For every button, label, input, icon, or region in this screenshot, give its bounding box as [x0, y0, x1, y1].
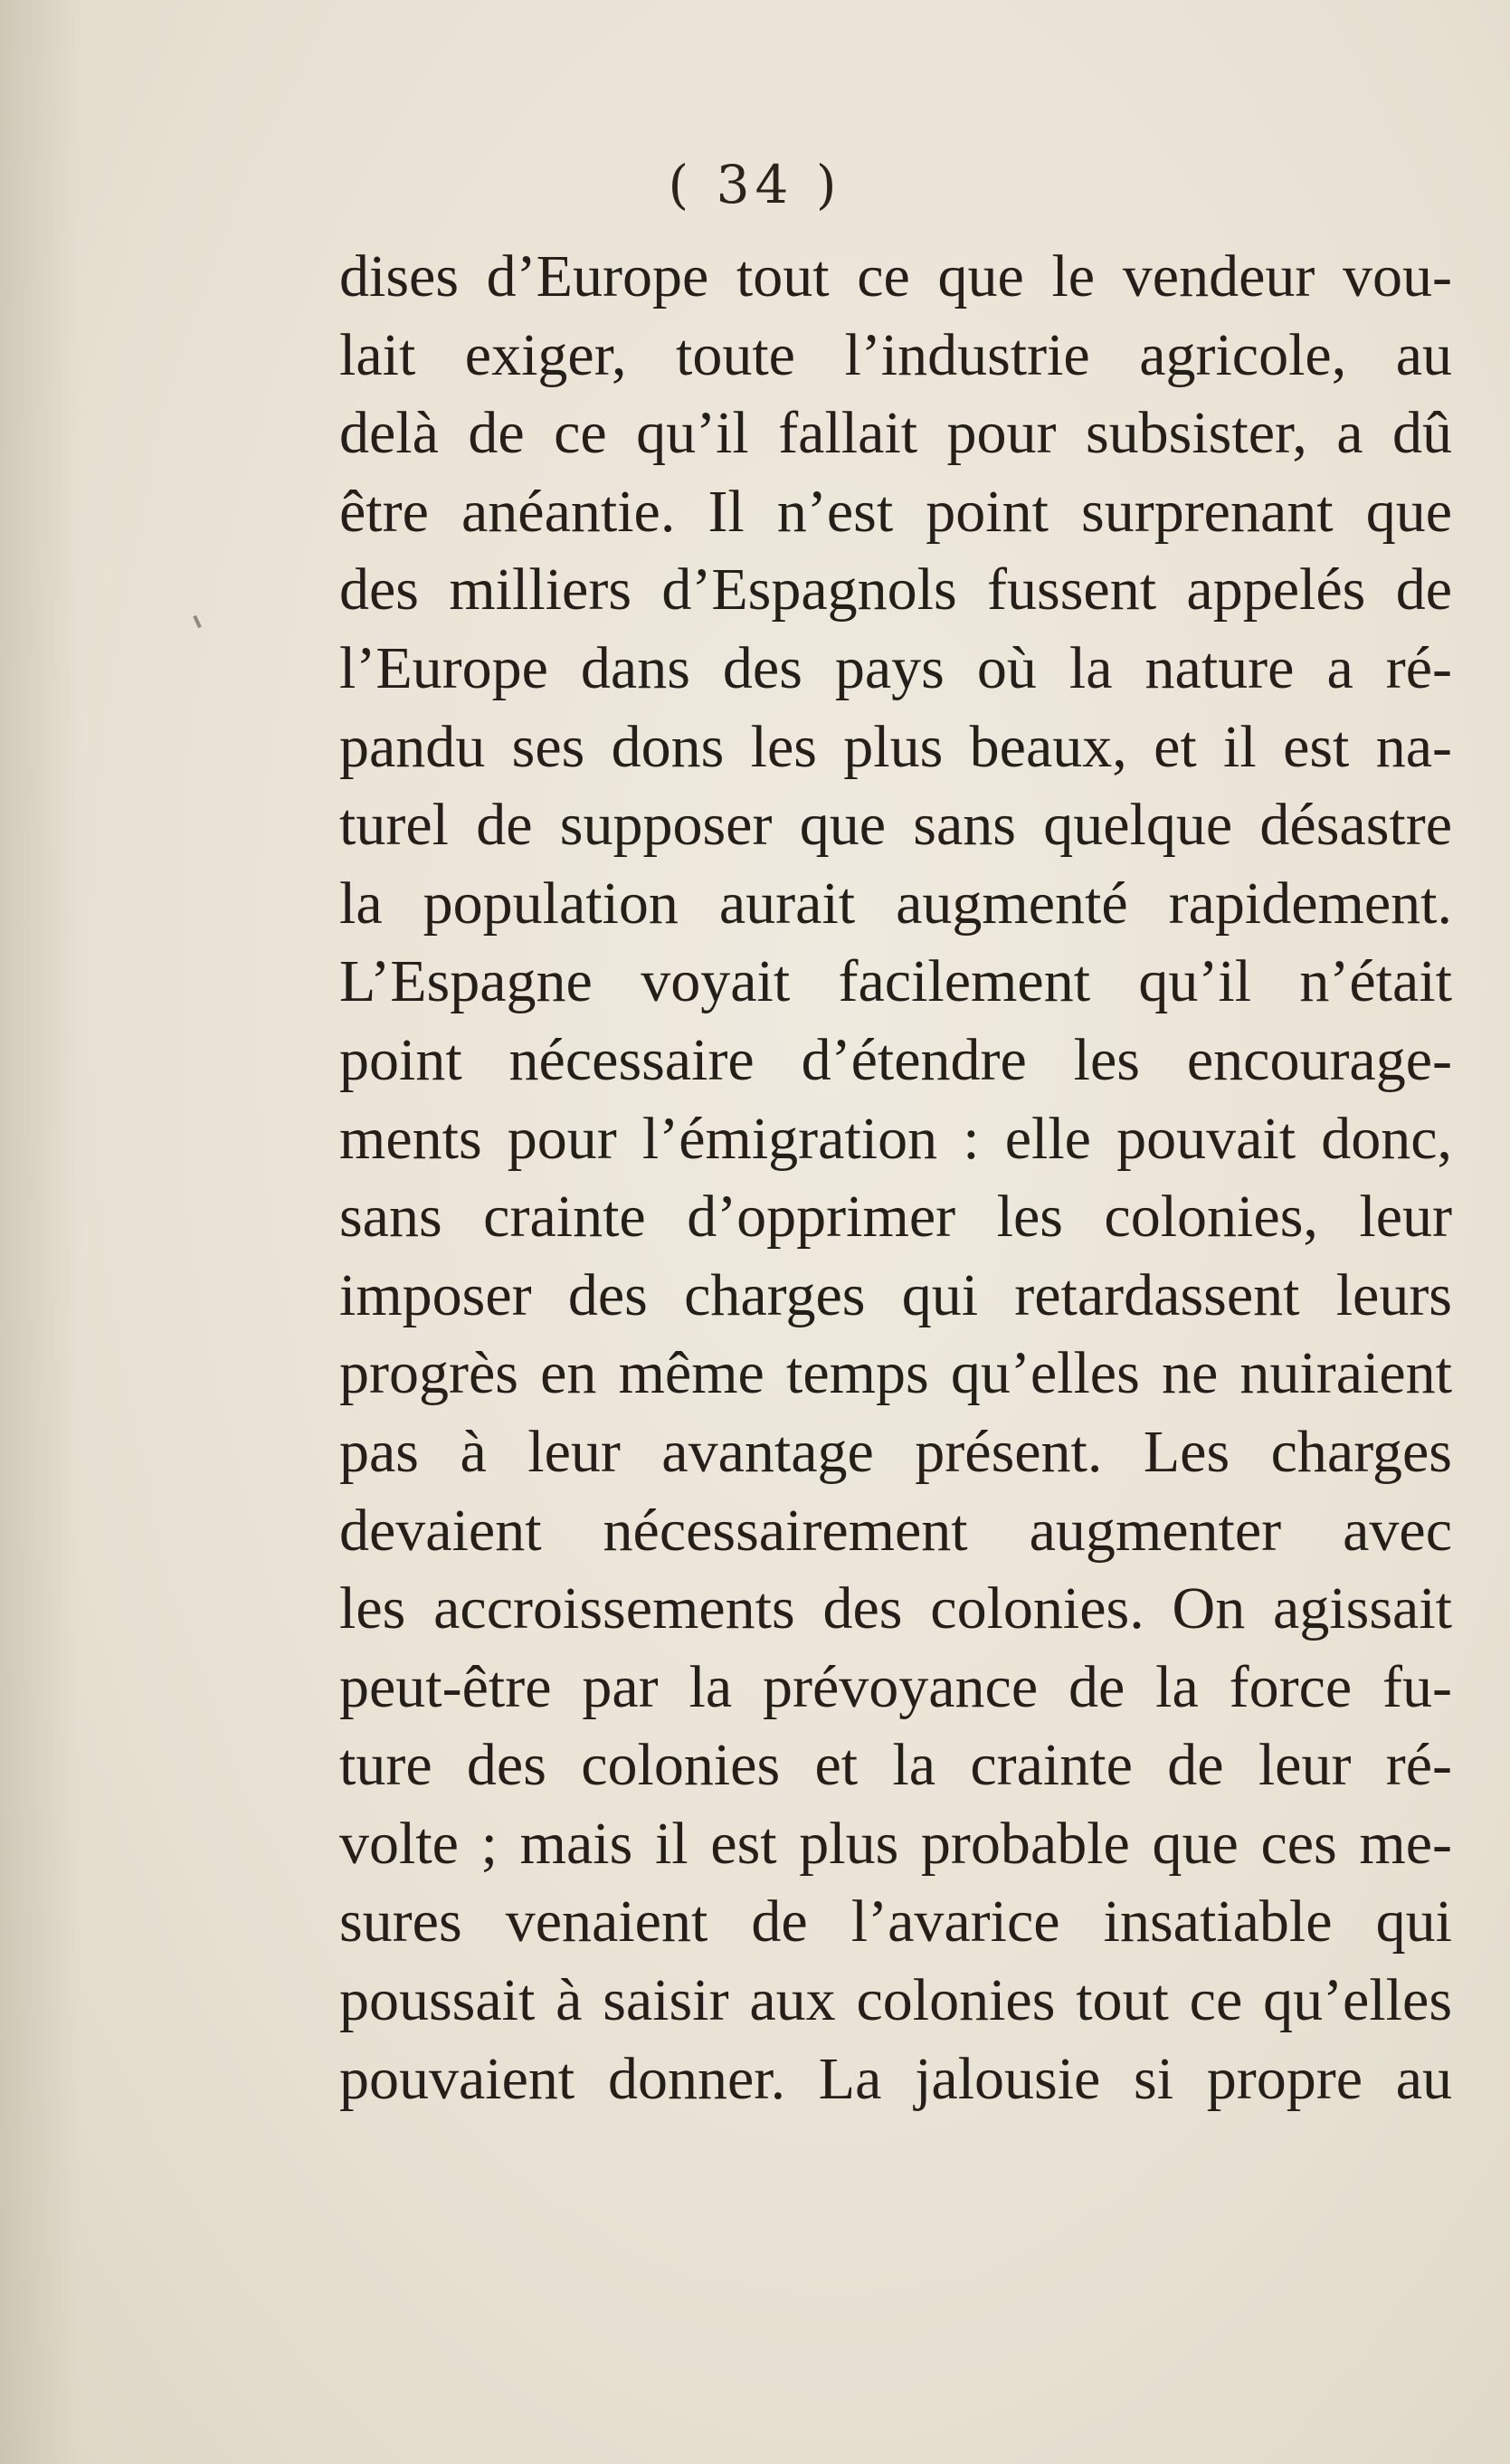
- text-line: point nécessaire d’étendre les encourage-: [339, 1026, 1452, 1093]
- text-line: poussait à saisir aux colonies tout ce qu’elles: [339, 1967, 1452, 2034]
- text-line: sures venaient de l’avarice insatiable qui: [339, 1888, 1452, 1955]
- text-line: peut-être par la prévoyance de la force fu-: [339, 1653, 1452, 1720]
- text-line: delà de ce qu’il fallait pour subsister, a dû: [339, 400, 1452, 467]
- text-line: progrès en même temps qu’elles ne nuiraient: [339, 1340, 1452, 1407]
- text-line: pas à leur avantage présent. Les charges: [339, 1418, 1452, 1485]
- text-line: volte ; mais il est plus probable que ces me-: [339, 1810, 1452, 1877]
- text-line: la population aurait augmenté rapidement.: [339, 870, 1452, 937]
- gutter-shadow: [0, 0, 81, 2464]
- ink-speck: [193, 615, 202, 628]
- text-line: ture des colonies et la crainte de leur ré-: [339, 1732, 1452, 1799]
- text-line: ments pour l’émigration : elle pouvait donc,: [339, 1105, 1452, 1172]
- text-line: les accroissements des colonies. On agissait: [339, 1575, 1452, 1642]
- page-number: ( 34 ): [668, 154, 842, 215]
- text-line: être anéantie. Il n’est point surprenant que: [339, 478, 1452, 545]
- text-line: des milliers d’Espagnols fussent appelés de: [339, 557, 1452, 623]
- text-line: lait exiger, toute l’industrie agricole, au: [339, 321, 1452, 388]
- text-line: dises d’Europe tout ce que le vendeur vou-: [339, 243, 1452, 309]
- text-line: devaient nécessairement augmenter avec: [339, 1497, 1452, 1564]
- text-line: sans crainte d’opprimer les colonies, leur: [339, 1184, 1452, 1251]
- text-line: turel de supposer que sans quelque désastre: [339, 792, 1452, 859]
- text-line: L’Espagne voyait facilement qu’il n’était: [339, 948, 1452, 1015]
- text-line: pouvaient donner. La jalousie si propre au: [339, 2045, 1452, 2112]
- body-text: [339, 238, 1452, 2118]
- text-line: pandu ses dons les plus beaux, et il est na-: [339, 713, 1452, 780]
- text-line: l’Europe dans des pays où la nature a ré-: [339, 634, 1452, 701]
- text-line: imposer des charges qui retardassent leurs: [339, 1261, 1452, 1328]
